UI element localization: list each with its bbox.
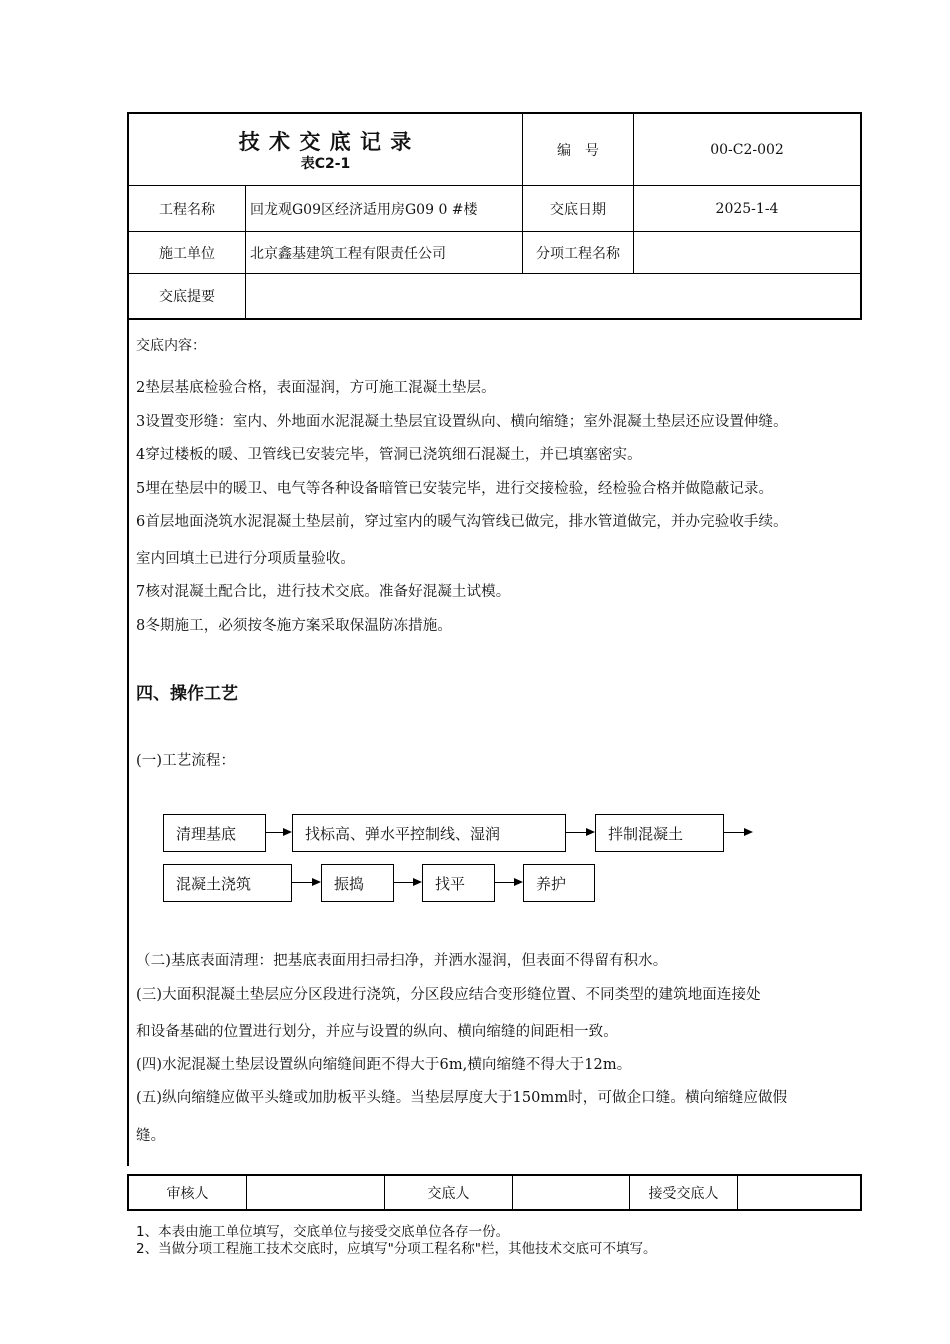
flow-step: 清理基底 (163, 814, 266, 852)
form-number: 表C2-1 (300, 156, 351, 172)
flow-step: 找平 (422, 864, 495, 902)
content-item: 8冬期施工，必须按冬施方案采取保温防冻措施。 (136, 618, 452, 634)
flow-step: 找标高、弹水平控制线、湿润 (292, 814, 566, 852)
flow-arrow (266, 832, 290, 833)
content-item: 室内回填土已进行分项质量验收。 (136, 551, 355, 567)
subitem-label: 分项工程名称 (536, 245, 620, 262)
summary-label: 交底提要 (159, 289, 215, 305)
flow-arrow (292, 882, 319, 883)
flow-arrow (495, 882, 521, 883)
unit-label: 施工单位 (159, 245, 215, 262)
section-title: 四、操作工艺 (136, 684, 238, 704)
signoff-border-right (860, 1174, 862, 1211)
process-item: (四)水泥混凝土垫层设置纵向缩缝间距不得大于6m,横向缩缝不得大于12m。 (136, 1057, 632, 1073)
process-item: (五)纵向缩缝应做平头缝或加肋板平头缝。当垫层厚度大于150mm时，可做企口缝。横向缩缝应做假 (136, 1090, 788, 1106)
flow-step: 混凝土浇筑 (163, 864, 292, 902)
subitem-value (634, 232, 860, 273)
process-heading: (一)工艺流程： (136, 753, 236, 769)
content-item: 7核对混凝土配合比，进行技术交底。准备好混凝土试模。 (136, 584, 511, 600)
flow-step: 振捣 (321, 864, 394, 902)
content-item: 5埋在垫层中的暖卫、电气等各种设备暗管已安装完毕，进行交接检验，经检验合格并做隐蔽记录。 (136, 481, 774, 497)
project-value: 回龙观G09区经济适用房G09 0 #楼 (250, 201, 478, 218)
flow-arrow (566, 832, 593, 833)
content-item: 4穿过楼板的暖、卫管线已安装完毕，管洞已浇筑细石混凝土，并已填塞密实。 (136, 447, 642, 463)
reviewer-label: 审核人 (166, 1185, 209, 1202)
flow-arrow (724, 832, 751, 833)
flow-step: 养护 (523, 864, 595, 902)
process-item: (三)大面积混凝土垫层应分区段进行浇筑，分区段应结合变形缝位置、不同类型的建筑地面连接处 (136, 987, 761, 1003)
document-title: 技 术 交 底 记 录 (238, 130, 413, 154)
process-item: （二)基底表面清理：把基底表面用扫帚扫净，并洒水湿润，但表面不得留有积水。 (136, 953, 668, 969)
presenter-label: 交底人 (427, 1185, 470, 1202)
receiver-label: 接受交底人 (648, 1185, 719, 1202)
number-value: 00-C2-002 (710, 141, 784, 158)
content-item: 3设置变形缝：室内、外地面水泥混凝土垫层宜设置纵向、横向缩缝；室外混凝土垫层还应设置伸缝。 (136, 414, 788, 430)
summary-value (246, 274, 864, 318)
flow-step: 拌制混凝土 (595, 814, 724, 852)
presenter-value (513, 1176, 629, 1209)
number-label: 编 号 (557, 142, 599, 159)
date-value: 2025-1-4 (715, 200, 779, 217)
content-item: 6首层地面浇筑水泥混凝土垫层前，穿过室内的暖气沟管线已做完，排水管道做完，并办完验收手续。 (136, 514, 788, 530)
process-item: 缝。 (136, 1128, 166, 1144)
content-border-left (127, 320, 129, 1166)
reviewer-value (247, 1176, 384, 1209)
row-divider (127, 318, 862, 320)
unit-value: 北京鑫基建筑工程有限责任公司 (250, 245, 446, 262)
process-item: 和设备基础的位置进行划分，并应与设置的纵向、横向缩缝的间距相一致。 (136, 1024, 618, 1040)
content-heading: 交底内容： (136, 338, 206, 354)
date-label: 交底日期 (550, 201, 606, 218)
project-label: 工程名称 (159, 201, 215, 218)
signoff-border-bottom (127, 1209, 862, 1211)
content-item: 2垫层基底检验合格，表面湿润，方可施工混凝土垫层。 (136, 380, 496, 396)
footnote: 1、本表由施工单位填写，交底单位与接受交底单位各存一份。 (136, 1224, 510, 1240)
footnote: 2、当做分项工程施工技术交底时，应填写"分项工程名称"栏，其他技术交底可不填写。 (136, 1241, 657, 1257)
flow-arrow (394, 882, 420, 883)
receiver-value (738, 1176, 860, 1209)
